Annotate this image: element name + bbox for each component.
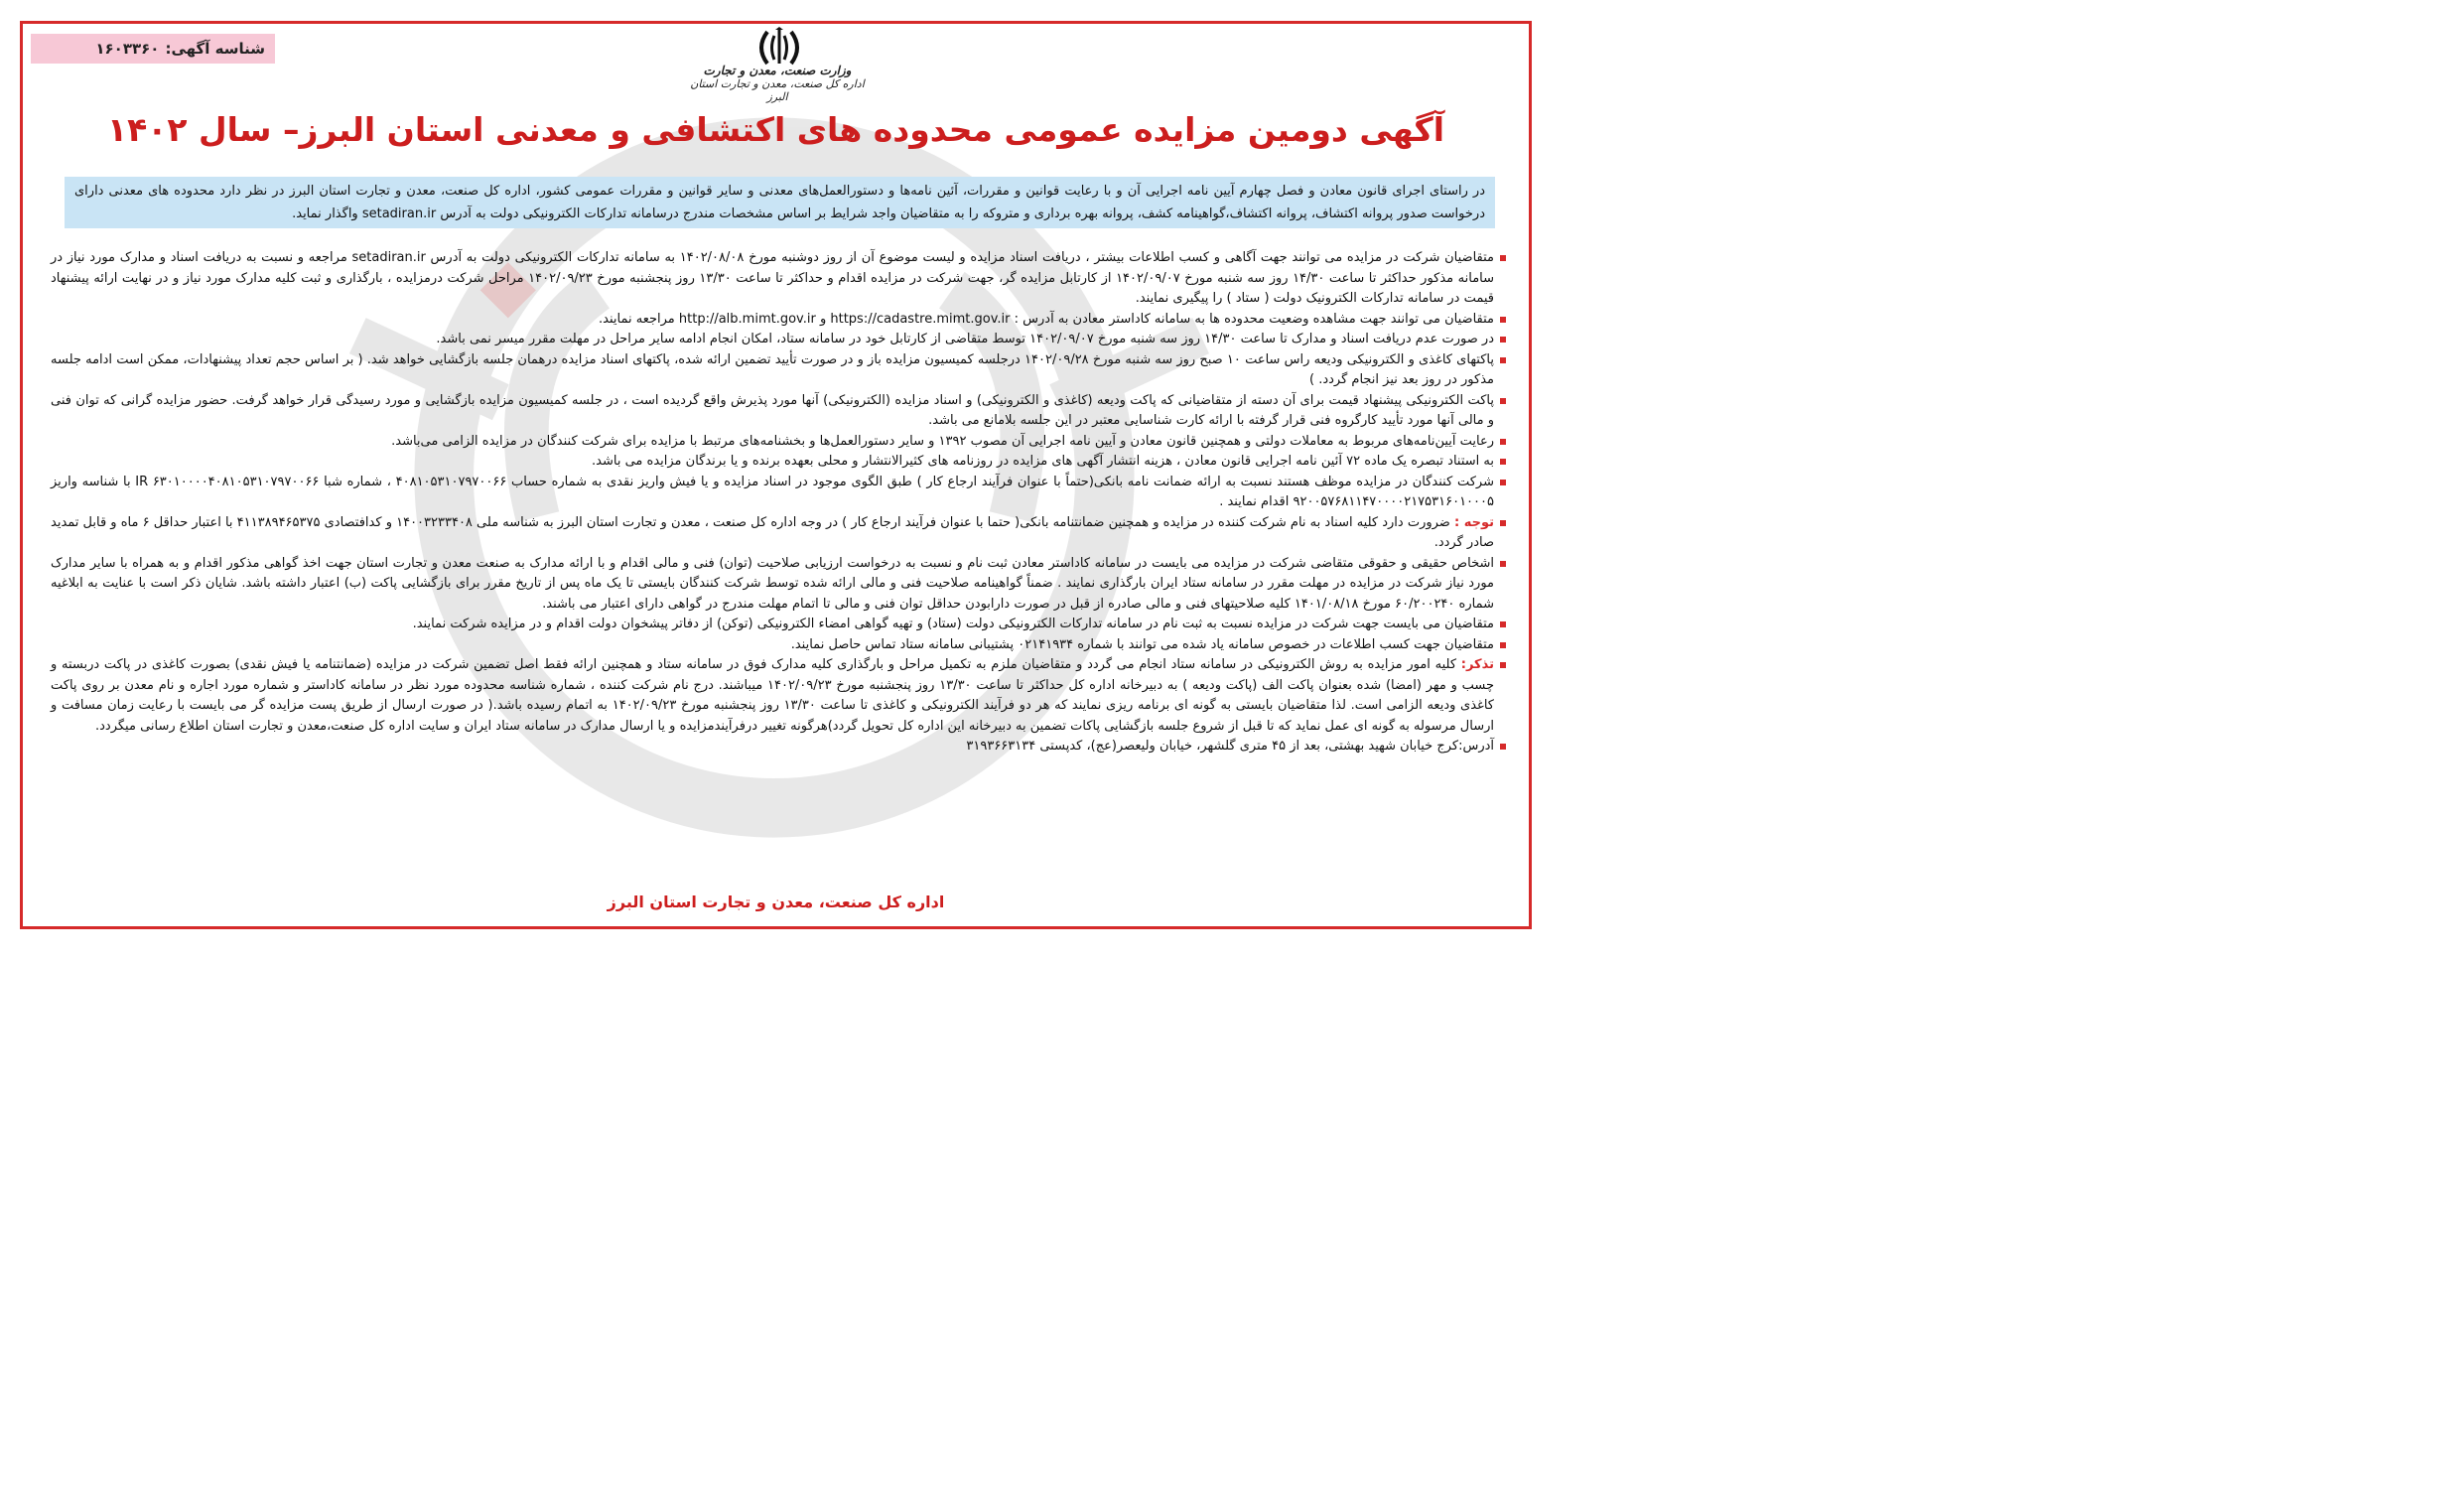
notice-frame [20, 21, 1532, 929]
list-item-address: آدرس:کرج خیابان شهید بهشتی، بعد از ۴۵ متری گلشهر، خیابان ولیعصر(عج)، کدپستی ۳۱۹۳۶۶۳۱۳۴ [51, 737, 1506, 757]
list-item: متقاضیان می بایست جهت شرکت در مزایده نسبت به ثبت نام در سامانه تدارکات الکترونیکی دولت (ستاد) و تهیه گواهی امضاء الکترونیکی (توکن) از دفاتر پیشخوان دولت اقدام و در مزایده شرکت نمایند. [51, 615, 1506, 635]
ad-id-box [31, 34, 275, 64]
footer-signature: اداره کل صنعت، معدن و تجارت استان البرز [607, 893, 945, 911]
notice-title: آگهی دومین مزایده عمومی محدوده های اکتشافی و معدنی استان البرز– سال ۱۴۰۲ [106, 110, 1445, 149]
reminder-label: تذکر: [1460, 657, 1495, 672]
department-name: اداره کل صنعت، معدن و تجارت استان البرز [690, 77, 865, 103]
intro-paragraph: در راستای اجرای قانون معادن و فصل چهارم آیین نامه اجرایی آن و با رعایت قوانین و مقررات، آئین نامه‌ها و دستورالعمل‌های معدنی و سایر قوانین و مقررات عمومی کشور، اداره کل صنعت، معدن و تجارت استان البرز در نظر دارد محدوده های معدنی دارای درخواست صدور پروانه اکتشاف، پروانه اکتشاف،گواهینامه کشف، پروانه بهره برداری و متروکه را به متقاضیان واجد شرایط بر اساس مشخصات مندرج درسامانه تدارکات الکترونیکی دولت به آدرس setadiran.ir واگذار نماید. [65, 177, 1495, 228]
ad-id-label: شناسه آگهی: [165, 40, 265, 58]
list-item: شرکت کنندگان در مزایده موظف هستند نسبت به ارائه ضمانت نامه بانکی(حتماً با عنوان فرآیند ارجاع کار ) طبق الگوی موجود در اسناد مزایده و یا فیش واریز نقدی به شماره حساب ۴۰۸۱۰۵۳۱۰۷۹۷۰۰۶۶ ، شماره شبا IR ۶۳۰۱۰۰۰۰۴۰۸۱۰۵۳۱۰۷۹۷۰۰۶۶ با شناسه واریز ۹۲۰۰۵۷۶۸۱۱۴۷۰۰۰۰۲۱۷۵۳۱۶۰۱۰۰۰۵ اقدام نمایند . [51, 473, 1506, 513]
list-item-reminder: تذکر: کلیه امور مزایده به روش الکترونیکی در سامانه ستاد انجام می گردد و متقاضیان ملزم به تکمیل مراحل و بارگذاری کلیه مدارک فوق در سامانه ستاد و همچنین ارائه فقط اصل تضمین شرکت در مزایده (ضمانتنامه یا فیش نقدی) بصورت کاغذی در پاکت دربسته و چسب و مهر (امضا) شده بعنوان پاکت الف (پاکت ودیعه ) به دبیرخانه اداره کل حداکثر تا ساعت ۱۳/۳۰ روز پنجشنبه مورخ ۱۴۰۲/۰۹/۲۳ میباشند. درج نام شرکت کننده ، شماره شناسه محدوده مورد نظر در سامانه کاداستر و شماره مورد اجاره و نام معدن بر روی پاکت کاغذی ودیعه الزامی است. لذا متقاضیان بایستی به گونه ای برنامه ریزی نمایند که هر دو فرآیند الکترونیکی و کاغذی تا ساعت ۱۳/۳۰ روز پنجشنبه مورخ ۱۴۰۲/۰۹/۲۳ به اتمام رسیده باشد.( در صورت ارسال از طریق پست مزایده گر می بایست با رعایت زمان مسافت و ارسال مرسوله به گونه ای عمل نماید که تا قبل از شروع جلسه بازگشایی پاکات تضمین به دبیرخانه این اداره کل تحویل گردد)هرگونه تغییر درفرآیندمزایده و یا ارسال مدارک در سامانه ستاد ایران و سایت اداره کل صنعت،معدن و تجارت استان اطلاع رسانی میگردد. [51, 655, 1506, 737]
list-item: پاکتهای کاغذی و الکترونیکی ودیعه راس ساعت ۱۰ صبح روز سه شنبه مورخ ۱۴۰۲/۰۹/۲۸ درجلسه کمیسیون مزایده باز و در صورت تأیید تضمین ارائه شده، پاکتهای اسناد مزایده درهمان جلسه بازگشایی خواهد شد. ( بر اساس حجم تعداد پیشنهادات، ممکن است ادامه جلسه مذکور در روز بعد نیز انجام گردد. ) [51, 350, 1506, 391]
list-item: پاکت الکترونیکی پیشنهاد قیمت برای آن دسته از متقاضیانی که پاکت ودیعه (کاغذی و الکترونیکی) و اسناد مزایده (الکترونیکی) آنها مورد پذیرش واقع گردیده است ، در جلسه کمیسیون مزایده بازگشایی و مورد رسیدگی قرار خواهد گرفت. حضور مزایده گرانی که توان فنی و مالی آنها مورد تأیید کارگروه فنی قرار گرفته با ارائه کارت شناسایی معتبر در این جلسه بلامانع می باشد. [51, 391, 1506, 432]
ministry-header [678, 64, 877, 103]
list-item: به استناد تبصره یک ماده ۷۲ آئین نامه اجرایی قانون معادن ، هزینه انتشار آگهی های مزایده در روزنامه های کثیرالانتشار و محلی بعهده برنده و یا برندگان مزایده می باشد. [51, 452, 1506, 473]
list-item: در صورت عدم دریافت اسناد و مدارک تا ساعت ۱۴/۳۰ روز سه شنبه مورخ ۱۴۰۲/۰۹/۰۷ توسط متقاضی از کارتابل خود در سامانه ستاد، امکان انجام ادامه سایر مراحل در مهلت مقرر میسر نمی باشد. [51, 330, 1506, 350]
ad-id-value: ۱۶۰۳۳۶۰ [95, 40, 160, 58]
list-item: متقاضیان جهت کسب اطلاعات در خصوص سامانه یاد شده می توانند با شماره ۰۲۱۴۱۹۳۴ پشتیبانی سامانه ستاد تماس حاصل نمایند. [51, 635, 1506, 656]
list-item: متقاضیان شرکت در مزایده می توانند جهت آگاهی و کسب اطلاعات بیشتر ، دریافت اسناد مزایده و لیست موضوع آن از روز دوشنبه مورخ ۱۴۰۲/۰۸/۰۸ به سامانه تدارکات الکترونیکی دولت به آدرس setadiran.ir مراجعه و نسبت به دریافت اسناد و مدارک مورد نیاز در سامانه مذکور حداکثر تا ساعت ۱۴/۳۰ روز سه شنبه مورخ ۱۴۰۲/۰۹/۰۷ از کارتابل مزایده گر، جهت شرکت در مزایده اقدام و حداکثر تا ساعت ۱۳/۳۰ روز پنجشنبه مورخ ۱۴۰۲/۰۹/۲۳ مراحل شرکت درمزایده ، بارگذاری و ثبت کلیه مدارک مورد نیاز و در نهایت ارائه پیشنهاد قیمت در سامانه تدارکات الکترونیک دولت ( ستاد ) را پیگیری نمایند. [51, 248, 1506, 310]
list-item: اشخاص حقیقی و حقوقی متقاضی شرکت در مزایده می بایست در سامانه کاداستر معادن ثبت نام و نسبت به درخواست ارزیابی صلاحیت (توان) فنی و مالی اقدام و با ارائه مدارک به صنعت معدن و تجارت استان جهت اخذ گواهی مذکور اقدام و به همراه با سایر مدارک مورد نیاز شرکت در مزایده در مهلت مقرر در سامانه ستاد ایران بارگذاری نمایند . ضمناً گواهینامه صلاحیت فنی و مالی ارائه شده توسط شرکت کنندگان بایستی تا یک ماه پس از تاریخ مقرر برای بازگشایی پاکت (ب) اعتبار داشته باشد. شایان ذکر است با عنایت به ابلاغیه شماره ۶۰/۲۰۰۲۴۰ مورخ ۱۴۰۱/۰۸/۱۸ کلیه صلاحیتهای فنی و مالی صادره از قبل در صورت دارابودن حداقل توان فنی و مالی تا اتمام مهلت مندرج در گواهی دارای اعتبار می باشند. [51, 554, 1506, 616]
ministry-name: وزارت صنعت، معدن و تجارت [703, 64, 852, 77]
list-item-note: توجه : ضرورت دارد کلیه اسناد به نام شرکت کننده در مزایده و همچنین ضمانتنامه بانکی( حتما با عنوان فرآیند ارجاع کار ) در وجه اداره کل صنعت ، معدن و تجارت استان البرز به شناسه ملی ۱۴۰۰۳۲۳۳۴۰۸ و کدافتصادی ۴۱۱۳۸۹۴۶۵۳۷۵ با اعتبار حداقل ۶ ماه و قابل تمدید صادر گردد. [51, 513, 1506, 554]
list-item: متقاضیان می توانند جهت مشاهده وضعیت محدوده ها به سامانه کاداستر معادن به آدرس : https://cadastre.mimt.gov.ir و http://alb.mimt.gov.ir مراجعه نمایند. [51, 310, 1506, 331]
conditions-list [51, 248, 1506, 757]
list-item: رعایت آیین‌نامه‌های مربوط به معاملات دولتی و همچنین قانون معادن و آیین نامه اجرایی آن مصوب ۱۳۹۲ و سایر دستورالعمل‌ها و بخشنامه‌های مرتبط با مزایده برای شرکت کنندگان در مزایده الزامی می‌باشد. [51, 432, 1506, 453]
note-label: توجه : [1453, 514, 1494, 530]
